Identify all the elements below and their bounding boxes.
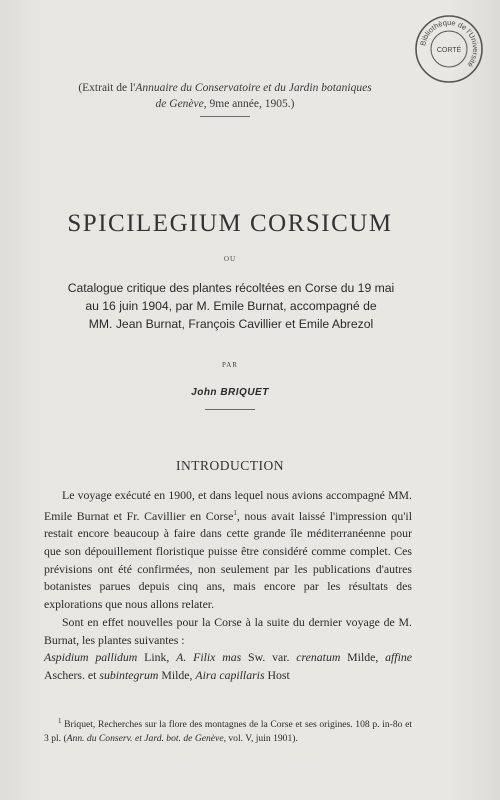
- paragraph: Sont en effet nouvelles pour la Corse à la suite du dernier voyage de M. Burnat, les plantes suivantes : Aspidium pallidum Link, A. Filix mas Sw. var. crenatum Milde, affine Aschers. et subintegrum Milde, Aira capillaris Host: [44, 614, 412, 682]
- stamp-center-text: CORTÉ: [436, 47, 462, 54]
- svg-text:Bibliothèque de l'Université: [418, 18, 480, 69]
- section-heading: INTRODUCTION: [176, 458, 284, 473]
- document-title: SPICILEGIUM CORSICUM: [67, 210, 393, 237]
- author-name: John BRIQUET: [191, 387, 269, 398]
- library-stamp: [414, 14, 484, 84]
- stamp-ring-text: Bibliothèque de l'Université: [418, 17, 481, 70]
- footnote: $^1$ Briquet, Recherches sur la flore des montagnes de la Corse et ses origines. 108 p. in-8o et 3 pl. (Ann. du Conserv. et Jard. bot. de Genève, vol. V, juin 1901).: [44, 717, 412, 745]
- by-label: PAR: [222, 361, 238, 369]
- document-subtitle: Catalogue critique des plantes récoltées en Corse du 19 mai au 16 juin 1904, par M. Emile Burnat, accompagné de MM. Jean Burnat, François Cavillier et Emile Abrezol: [67, 281, 395, 331]
- paragraph: Le voyage exécuté en 1900, et dans lequel nous avions accompagné MM. Emile Burnat et Fr. Cavillier en Corse$^1$, nous avait laissé l'impression qu'il restait encore beaucoup à faire dans cette grande île méditerranéenne pour que son dépouillement floristique puisse être considéré comme complet. Ces prévisions ont été confirmées, non seulement par les publications d'autres botanistes parues depuis cinq ans, mais encore par les résultats des explorations que nous allons relater.: [44, 488, 412, 612]
- body-text: [44, 487, 412, 685]
- header-divider: [200, 116, 250, 117]
- header-note: (Extrait de l'Annuaire du Conservatoire et du Jardin botaniques de Genève, 9me année, 1905.): [78, 82, 372, 110]
- title-connector: OU: [223, 255, 237, 263]
- author-divider: [205, 409, 255, 410]
